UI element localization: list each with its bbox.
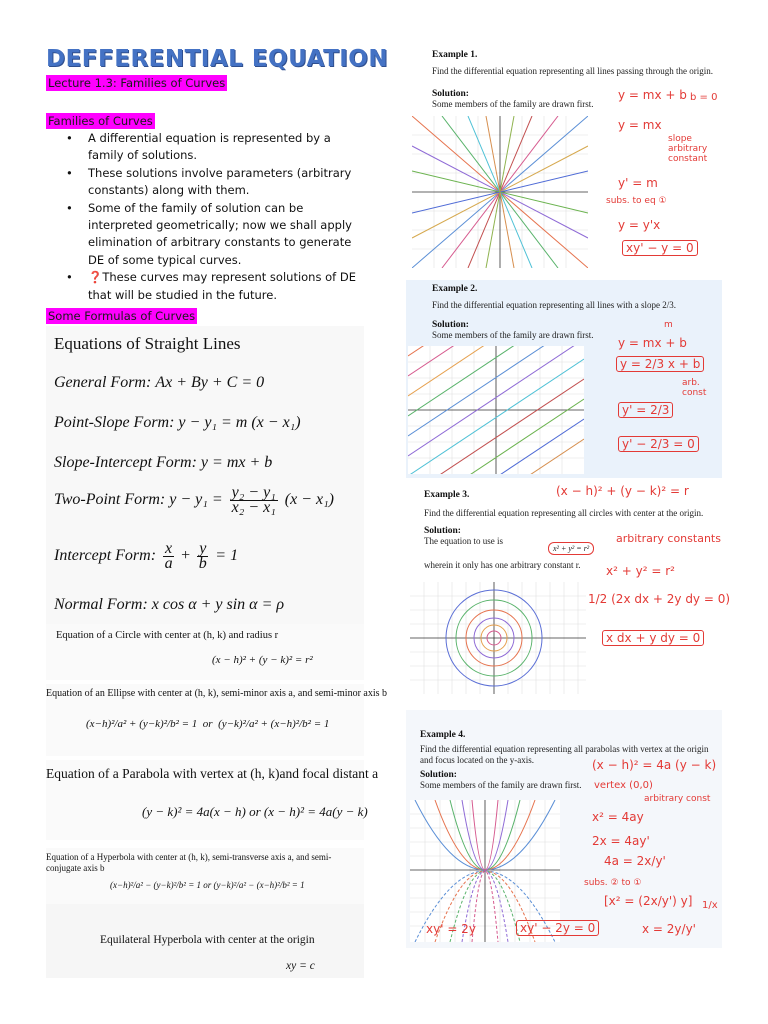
ex4-hw-7: subs. ② to ① bbox=[584, 878, 642, 888]
ellipse-eq2: (y−k)²/a² + (x−h)²/b² = 1 bbox=[218, 718, 330, 730]
ex2-hw-6: y' − 2/3 = 0 bbox=[618, 436, 699, 452]
example-4-note: Some members of the family are drawn first. bbox=[420, 780, 582, 790]
example-2-graph bbox=[408, 346, 584, 474]
intercept-label: Intercept Form: bbox=[54, 547, 157, 565]
two-point-numerator: y₂ − y₁ bbox=[231, 484, 276, 501]
two-point-right: (x − x₁) bbox=[284, 491, 334, 509]
ex3-hw-4: 1/2 (2x dx + 2y dy = 0) bbox=[588, 592, 731, 606]
ex4-hw-5: 2x = 4ay' bbox=[592, 834, 650, 848]
equilateral-hyperbola-box bbox=[46, 904, 364, 978]
two-point-label: Two-Point Form: bbox=[54, 491, 166, 509]
example-4-question: Find the differential equation representing all parabolas with vertex at the origin and focus located on the y-axis. bbox=[420, 744, 709, 765]
normal-form-label: Normal Form: bbox=[54, 596, 148, 613]
example-3-panel bbox=[406, 482, 731, 700]
ex1-hw-5: y' = m bbox=[618, 176, 658, 190]
hyperbola-eq: (x−h)²/a² − (y−k)²/b² = 1 or (y−k)²/a² − (x−h)²/b² = 1 bbox=[110, 880, 305, 890]
bullet-item: • ❓These curves may represent solutions of DE that will be studied in the future. bbox=[62, 269, 362, 304]
ex2-hw-3: y = 2/3 x + b bbox=[616, 356, 704, 372]
parabola-text: Equation of a Parabola with vertex at (h, k)and focal distant a bbox=[46, 766, 379, 781]
ex4-hw-11: xy' = 2y bbox=[426, 922, 476, 936]
point-slope-eq: y − y₁ = m (x − x₁) bbox=[178, 414, 301, 431]
example-4-panel bbox=[406, 710, 722, 948]
ex2-hw-5: y' = 2/3 bbox=[618, 402, 673, 418]
ex3-hw-5: x dx + y dy = 0 bbox=[602, 630, 704, 646]
point-slope-label: Point-Slope Form: bbox=[54, 414, 175, 431]
ex4-hw-2: vertex (0,0) bbox=[594, 780, 653, 791]
example-1-graph bbox=[412, 116, 588, 268]
ex4-hw-8: [x² = (2x/y') y] bbox=[604, 894, 693, 908]
example-2-solution: Solution: bbox=[432, 320, 469, 330]
ellipse-text: Equation of an Ellipse with center at (h, k), semi-minor axis a, and semi-minor axis b bbox=[46, 688, 388, 699]
ex3-hw-2: arbitrary constants bbox=[616, 532, 721, 545]
example-3-note: The equation to use is bbox=[424, 536, 503, 546]
two-point-left: y − y₁ = bbox=[169, 491, 223, 509]
section-families-heading: Families of Curves bbox=[48, 114, 153, 128]
hyperbola-formula-box bbox=[46, 848, 364, 978]
bullet-list bbox=[62, 130, 362, 304]
example-3-note2: wherein it only has one arbitrary constant r. bbox=[424, 560, 581, 570]
circle-text: Equation of a Circle with center at (h, k) and radius r bbox=[56, 630, 279, 641]
parabola-eq: (y − k)² = 4a(x − h) or (x − h)² = 4a(y − k) bbox=[142, 804, 368, 819]
page-title: DEFFERENTIAL EQUATION bbox=[46, 46, 389, 72]
ex4-hw-3: arbitrary const bbox=[644, 794, 711, 804]
intercept-eq: = 1 bbox=[215, 547, 239, 565]
bullet-item: • These solutions involve parameters (arbitrary constants) along with them. bbox=[62, 165, 362, 200]
ex2-hw-4: arb. const bbox=[682, 378, 707, 398]
ex1-hw-2: b = 0 bbox=[690, 92, 718, 103]
example-1-note: Some members of the family are drawn first. bbox=[432, 99, 594, 109]
ex4-hw-9: 1/x bbox=[702, 900, 718, 911]
ex4-hw-6: 4a = 2x/y' bbox=[604, 854, 666, 868]
hyperbola-text: Equation of a Hyperbola with center at (h, k), semi-transverse axis a, and semi-conjugate axis b bbox=[46, 852, 332, 873]
example-2-question: Find the differential equation representing all lines with a slope 2/3. bbox=[432, 300, 677, 310]
ex1-hw-4: slope arbitrary constant bbox=[668, 134, 708, 164]
ex1-hw-1: y = mx + b bbox=[618, 88, 687, 102]
slope-intercept-eq: y = mx + b bbox=[200, 454, 273, 471]
bullet-item: • A differential equation is represented by a family of solutions. bbox=[62, 130, 362, 165]
equilateral-eq: xy = c bbox=[286, 960, 315, 972]
ex2-hw-2: y = mx + b bbox=[618, 336, 687, 350]
example-3-question: Find the differential equation representing all circles with center at the origin. bbox=[424, 508, 704, 518]
circle-formula-box bbox=[46, 624, 364, 680]
ex1-hw-6: subs. to eq ① bbox=[606, 196, 667, 206]
slope-intercept-label: Slope-Intercept Form: bbox=[54, 454, 197, 471]
example-2-label: Example 2. bbox=[432, 284, 478, 294]
ex4-hw-4: x² = 4ay bbox=[592, 810, 644, 824]
ex2-hw-1: m bbox=[664, 320, 673, 330]
ex1-hw-7: y = y'x bbox=[618, 218, 661, 232]
example-3-boxed-eq: x² + y² = r² bbox=[548, 542, 594, 555]
section-formulas-heading: Some Formulas of Curves bbox=[48, 309, 196, 323]
ellipse-eq1: (x−h)²/a² + (y−k)²/b² = 1 bbox=[86, 718, 198, 730]
example-1-label: Example 1. bbox=[432, 50, 478, 60]
parabola-formula-box bbox=[46, 760, 379, 840]
straight-lines-heading: Equations of Straight Lines bbox=[54, 334, 241, 353]
example-4-solution: Solution: bbox=[420, 770, 457, 780]
ellipse-formula-box bbox=[46, 684, 388, 756]
example-1-solution: Solution: bbox=[432, 89, 469, 99]
ex1-hw-8: xy' − y = 0 bbox=[622, 240, 698, 256]
ex3-hw-1: (x − h)² + (y − k)² = r bbox=[556, 484, 689, 498]
normal-form-eq: x cos α + y sin α = ρ bbox=[151, 596, 285, 613]
circle-eq: (x − h)² + (y − k)² = r² bbox=[212, 654, 313, 666]
equilateral-text: Equilateral Hyperbola with center at the origin bbox=[100, 934, 315, 946]
lecture-heading: Lecture 1.3: Families of Curves bbox=[48, 76, 226, 90]
example-3-graph bbox=[410, 582, 586, 694]
ex4-hw-1: (x − h)² = 4a (y − k) bbox=[592, 758, 717, 772]
ex1-hw-3: y = mx bbox=[618, 118, 662, 132]
example-2-note: Some members of the family are drawn first. bbox=[432, 330, 594, 340]
straight-lines-formulas: Equations of Straight Lines General Form: Ax + By + C = 0 Point-Slope Form: y − y₁ = m (x − x₁) Slope-Intercept Form: y = mx + b Two-Point Form: y − y₁ = $\frac{\text{y₂ − y₁}}{\text{x₂ − x₁}}$ (x − x₁) Intercept Form: $\frac{x}{a}$ + $\frac{y}{b}$ = 1 Normal Form: x cos α + y sin α = ρ bbox=[46, 326, 364, 624]
example-3-solution: Solution: bbox=[424, 526, 461, 536]
ellipse-or: or bbox=[202, 718, 213, 730]
example-1-panel bbox=[406, 44, 722, 272]
ex3-hw-3: x² + y² = r² bbox=[606, 564, 675, 578]
example-2-panel bbox=[406, 280, 722, 478]
two-point-denominator: x₂ − x₁ bbox=[231, 499, 276, 516]
bullet-item: • Some of the family of solution can be interpreted geometrically; now we shall apply elimination of arbitrary constants to generate DE of some typical curves. bbox=[62, 200, 362, 270]
ex4-hw-10: x = 2y/y' bbox=[642, 922, 696, 936]
general-form-label: General Form: bbox=[54, 374, 152, 391]
example-1-question: Find the differential equation representing all lines passing through the origin. bbox=[432, 66, 714, 76]
example-4-label: Example 4. bbox=[420, 730, 466, 740]
general-form-eq: Ax + By + C = 0 bbox=[155, 374, 265, 391]
ex4-hw-12: xy' − 2y = 0 bbox=[516, 920, 599, 936]
example-3-label: Example 3. bbox=[424, 490, 470, 500]
